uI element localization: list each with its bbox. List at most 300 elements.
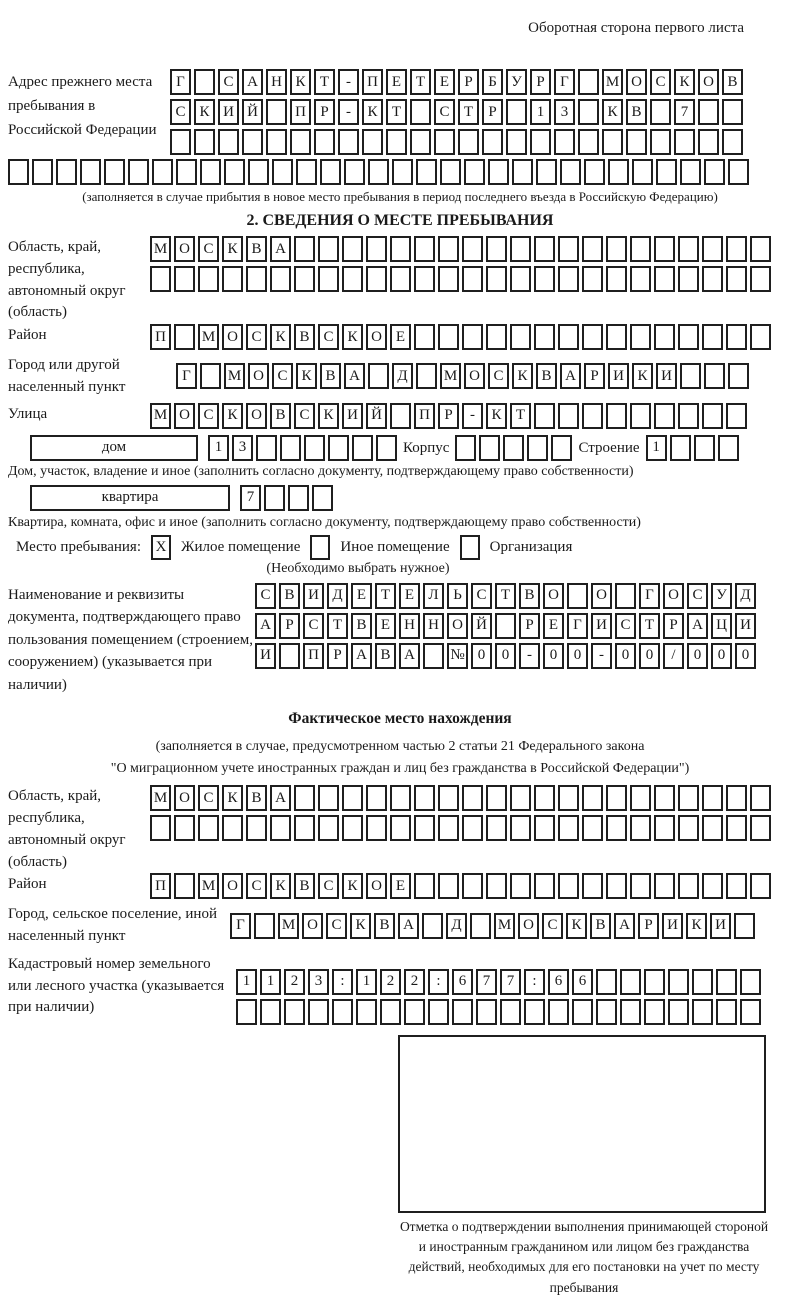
char-cell (740, 969, 761, 995)
char-cell (438, 873, 459, 899)
char-cell (582, 403, 603, 429)
char-cell (510, 324, 531, 350)
char-cell: С (303, 613, 324, 639)
section2-title: 2. СВЕДЕНИЯ О МЕСТЕ ПРЕБЫВАНИЯ (246, 212, 554, 229)
char-cell (608, 159, 629, 185)
char-cell: Д (392, 363, 413, 389)
char-cell (256, 435, 277, 461)
char-cell: С (198, 785, 219, 811)
previous-address-cells (170, 69, 743, 159)
char-cell (702, 266, 723, 292)
char-cell (414, 236, 435, 262)
char-cell (534, 785, 555, 811)
char-cell: С (488, 363, 509, 389)
char-cell: Р (327, 643, 348, 669)
char-cell (80, 159, 101, 185)
char-cell (452, 999, 473, 1025)
char-cell (718, 435, 739, 461)
char-cell: О (222, 873, 243, 899)
city-label: Город или другой населенный пункт (8, 357, 126, 395)
char-cell: К (194, 99, 215, 125)
cadastral-field (8, 953, 792, 1029)
char-cell (510, 266, 531, 292)
char-cell: А (399, 643, 420, 669)
char-cell: М (198, 324, 219, 350)
char-cell: Р (530, 69, 551, 95)
char-cell: 0 (615, 643, 636, 669)
char-cell (422, 913, 443, 939)
char-cell: К (222, 236, 243, 262)
char-cell (722, 99, 743, 125)
char-cell (328, 435, 349, 461)
char-cell (294, 236, 315, 262)
stay-type-note: (Необходимо выбрать нужное) (266, 560, 450, 576)
district-row (150, 324, 771, 350)
char-cell: И (218, 99, 239, 125)
char-cell (702, 815, 723, 841)
char-cell: К (296, 363, 317, 389)
char-cell: Т (410, 69, 431, 95)
char-cell (726, 266, 747, 292)
char-cell (582, 815, 603, 841)
char-cell (392, 159, 413, 185)
stay-type-option-organization: Организация (489, 538, 573, 555)
char-cell (482, 129, 503, 155)
char-cell (578, 69, 599, 95)
char-cell (615, 583, 636, 609)
char-cell: А (270, 785, 291, 811)
char-cell: О (248, 363, 269, 389)
cadastral-row-2 (236, 999, 761, 1025)
char-cell: 7 (674, 99, 695, 125)
char-cell: Р (519, 613, 540, 639)
char-cell: П (290, 99, 311, 125)
char-cell: Л (423, 583, 444, 609)
char-cell: А (560, 363, 581, 389)
char-cell (644, 999, 665, 1025)
char-cell (650, 99, 671, 125)
char-cell: А (351, 643, 372, 669)
char-cell: П (303, 643, 324, 669)
char-cell (170, 129, 191, 155)
char-cell (222, 266, 243, 292)
char-cell (414, 815, 435, 841)
char-cell (678, 324, 699, 350)
char-cell (390, 403, 411, 429)
char-cell (294, 815, 315, 841)
char-cell (750, 815, 771, 841)
char-cell (476, 999, 497, 1025)
char-cell (150, 815, 171, 841)
char-cell (630, 266, 651, 292)
char-cell (410, 129, 431, 155)
char-cell: В (722, 69, 743, 95)
char-cell (458, 129, 479, 155)
actual-city-label: Город, сельское поселение, иной населенный пункт (8, 906, 217, 945)
char-cell (560, 159, 581, 185)
char-cell (551, 435, 572, 461)
char-cell (654, 324, 675, 350)
char-cell (606, 403, 627, 429)
char-cell (716, 999, 737, 1025)
stamp-box (398, 1035, 766, 1213)
char-cell: 0 (567, 643, 588, 669)
char-cell (654, 873, 675, 899)
house-number-cells (208, 435, 397, 461)
char-cell (510, 785, 531, 811)
char-cell: И (710, 913, 731, 939)
stay-type-option-other: Иное помещение (340, 538, 450, 555)
char-cell: О (698, 69, 719, 95)
char-cell (506, 99, 527, 125)
previous-address-row-3 (170, 129, 743, 155)
char-cell: О (174, 403, 195, 429)
char-cell (630, 873, 651, 899)
char-cell: К (486, 403, 507, 429)
char-cell (32, 159, 53, 185)
char-cell (734, 913, 755, 939)
char-cell: Р (438, 403, 459, 429)
char-cell (668, 999, 689, 1025)
char-cell (294, 785, 315, 811)
char-cell (750, 236, 771, 262)
char-cell: П (362, 69, 383, 95)
char-cell (626, 129, 647, 155)
char-cell (524, 999, 545, 1025)
char-cell: С (170, 99, 191, 125)
char-cell: В (279, 583, 300, 609)
char-cell (548, 999, 569, 1025)
char-cell (280, 435, 301, 461)
char-cell: Й (242, 99, 263, 125)
char-cell: 1 (530, 99, 551, 125)
char-cell: Р (482, 99, 503, 125)
char-cell (479, 435, 500, 461)
char-cell: - (591, 643, 612, 669)
char-cell: О (447, 613, 468, 639)
char-cell (678, 785, 699, 811)
document-label: Наименование и реквизиты документа, подтверждающего право пользования помещением (строением, сооружением) (указывается при наличии) (8, 586, 253, 693)
cadastral-label: Кадастровый номер земельного или лесного участка (указывается при наличии) (8, 955, 225, 1016)
char-cell (246, 815, 267, 841)
char-cell: Т (495, 583, 516, 609)
char-cell: Д (735, 583, 756, 609)
char-cell: В (536, 363, 557, 389)
char-cell (582, 785, 603, 811)
char-cell: С (198, 236, 219, 262)
char-cell (260, 999, 281, 1025)
char-cell: А (344, 363, 365, 389)
char-cell: Р (638, 913, 659, 939)
char-cell (726, 324, 747, 350)
char-cell (462, 266, 483, 292)
char-cell (176, 159, 197, 185)
char-cell (582, 236, 603, 262)
char-cell: С (246, 873, 267, 899)
char-cell: С (246, 324, 267, 350)
char-cell (266, 129, 287, 155)
char-cell: К (602, 99, 623, 125)
char-cell: К (342, 873, 363, 899)
char-cell (428, 999, 449, 1025)
char-cell: П (414, 403, 435, 429)
char-cell: 1 (356, 969, 377, 995)
char-cell (414, 873, 435, 899)
document-block (8, 583, 792, 697)
char-cell: 2 (404, 969, 425, 995)
char-cell: 0 (543, 643, 564, 669)
char-cell: 0 (711, 643, 732, 669)
char-cell (572, 999, 593, 1025)
char-cell: И (735, 613, 756, 639)
char-cell: О (246, 403, 267, 429)
stay-type-checkbox-organization (460, 535, 480, 560)
char-cell (318, 266, 339, 292)
char-cell (650, 129, 671, 155)
char-cell: : (428, 969, 449, 995)
char-cell: Е (543, 613, 564, 639)
char-cell (486, 324, 507, 350)
char-cell (174, 815, 195, 841)
char-cell (678, 873, 699, 899)
char-cell: Г (639, 583, 660, 609)
char-cell: - (462, 403, 483, 429)
char-cell (352, 435, 373, 461)
char-cell (678, 266, 699, 292)
char-cell (702, 236, 723, 262)
korpus-cells (455, 435, 572, 461)
city-field (8, 354, 792, 399)
house-type-box (30, 435, 198, 461)
char-cell (308, 999, 329, 1025)
char-cell: В (294, 873, 315, 899)
char-cell (678, 403, 699, 429)
char-cell (434, 129, 455, 155)
char-cell (674, 129, 695, 155)
char-cell: : (524, 969, 545, 995)
char-cell (726, 236, 747, 262)
char-cell: К (222, 785, 243, 811)
char-cell: П (150, 324, 171, 350)
char-cell: К (342, 324, 363, 350)
char-cell (486, 236, 507, 262)
char-cell (462, 873, 483, 899)
char-cell: С (318, 873, 339, 899)
char-cell (606, 236, 627, 262)
char-cell: Е (434, 69, 455, 95)
char-cell (342, 785, 363, 811)
char-cell (318, 815, 339, 841)
char-cell (500, 999, 521, 1025)
char-cell (584, 159, 605, 185)
char-cell: - (338, 99, 359, 125)
apartment-type-box (30, 485, 230, 511)
city-row (176, 363, 749, 389)
char-cell: А (255, 613, 276, 639)
char-cell (266, 99, 287, 125)
actual-district-field (8, 873, 792, 903)
char-cell (698, 99, 719, 125)
char-cell (510, 815, 531, 841)
char-cell: О (174, 785, 195, 811)
char-cell (342, 236, 363, 262)
char-cell (242, 129, 263, 155)
char-cell (440, 159, 461, 185)
char-cell: 1 (208, 435, 229, 461)
char-cell (390, 785, 411, 811)
char-cell: К (362, 99, 383, 125)
char-cell (462, 815, 483, 841)
char-cell: М (602, 69, 623, 95)
char-cell: Р (458, 69, 479, 95)
char-cell: / (663, 643, 684, 669)
char-cell: О (543, 583, 564, 609)
char-cell (152, 159, 173, 185)
char-cell (438, 324, 459, 350)
char-cell (606, 785, 627, 811)
apartment-row (30, 485, 792, 511)
char-cell (366, 815, 387, 841)
char-cell: М (150, 403, 171, 429)
char-cell: С (294, 403, 315, 429)
char-cell (632, 159, 653, 185)
char-cell: 3 (232, 435, 253, 461)
char-cell (288, 485, 309, 511)
char-cell (558, 785, 579, 811)
region-row-1 (150, 236, 771, 262)
char-cell (558, 815, 579, 841)
region-field (8, 236, 792, 324)
char-cell (222, 815, 243, 841)
char-cell: О (663, 583, 684, 609)
char-cell (656, 159, 677, 185)
char-cell (462, 236, 483, 262)
char-cell (356, 999, 377, 1025)
char-cell (462, 324, 483, 350)
char-cell: У (711, 583, 732, 609)
char-cell (503, 435, 524, 461)
char-cell (554, 129, 575, 155)
char-cell (558, 236, 579, 262)
char-cell: 1 (260, 969, 281, 995)
char-cell (722, 129, 743, 155)
char-cell: Ц (711, 613, 732, 639)
char-cell (366, 785, 387, 811)
char-cell (702, 873, 723, 899)
char-cell (486, 815, 507, 841)
char-cell: А (398, 913, 419, 939)
char-cell (558, 873, 579, 899)
char-cell (56, 159, 77, 185)
district-field (8, 324, 792, 354)
char-cell: Е (390, 873, 411, 899)
char-cell: К (512, 363, 533, 389)
char-cell (704, 363, 725, 389)
char-cell: Т (386, 99, 407, 125)
korpus-label: Корпус (403, 440, 450, 456)
char-cell: 6 (572, 969, 593, 995)
char-cell (438, 815, 459, 841)
char-cell (654, 266, 675, 292)
char-cell: О (626, 69, 647, 95)
char-cell: Н (399, 613, 420, 639)
char-cell: Й (366, 403, 387, 429)
char-cell: В (519, 583, 540, 609)
char-cell: 1 (236, 969, 257, 995)
actual-location-title: Фактическое место нахождения (288, 710, 512, 727)
char-cell (342, 815, 363, 841)
char-cell: В (626, 99, 647, 125)
apartment-type-label: квартира (101, 489, 159, 505)
char-cell: 6 (452, 969, 473, 995)
char-cell: С (318, 324, 339, 350)
char-cell (438, 236, 459, 262)
char-cell: 2 (380, 969, 401, 995)
char-cell: К (350, 913, 371, 939)
char-cell (344, 159, 365, 185)
char-cell (366, 236, 387, 262)
char-cell: Т (314, 69, 335, 95)
char-cell: О (366, 324, 387, 350)
char-cell (218, 129, 239, 155)
char-cell (150, 266, 171, 292)
char-cell (704, 159, 725, 185)
char-cell (198, 815, 219, 841)
char-cell (678, 236, 699, 262)
char-cell (534, 403, 555, 429)
char-cell (362, 129, 383, 155)
char-cell (486, 873, 507, 899)
char-cell (224, 159, 245, 185)
char-cell (680, 159, 701, 185)
actual-region-label: Область, край, республика, автономный округ (область) (8, 788, 126, 870)
char-cell (750, 266, 771, 292)
char-cell (332, 999, 353, 1025)
char-cell (414, 266, 435, 292)
char-cell (530, 129, 551, 155)
char-cell: Д (446, 913, 467, 939)
char-cell (698, 129, 719, 155)
char-cell (606, 873, 627, 899)
char-cell (8, 159, 29, 185)
char-cell (567, 583, 588, 609)
char-cell: О (518, 913, 539, 939)
char-cell (694, 435, 715, 461)
char-cell: У (506, 69, 527, 95)
char-cell (534, 324, 555, 350)
char-cell (606, 324, 627, 350)
char-cell (174, 324, 195, 350)
char-cell (194, 129, 215, 155)
char-cell (386, 129, 407, 155)
char-cell: И (303, 583, 324, 609)
char-cell (416, 159, 437, 185)
char-cell: Н (423, 613, 444, 639)
region-label: Область, край, республика, автономный округ (область) (8, 239, 126, 321)
char-cell: К (566, 913, 587, 939)
char-cell (534, 815, 555, 841)
char-cell (488, 159, 509, 185)
char-cell: В (270, 403, 291, 429)
char-cell: А (687, 613, 708, 639)
char-cell (320, 159, 341, 185)
char-cell: Д (327, 583, 348, 609)
char-cell (702, 785, 723, 811)
char-cell: Т (510, 403, 531, 429)
district-label: Район (8, 327, 47, 343)
char-cell: К (686, 913, 707, 939)
char-cell (236, 999, 257, 1025)
